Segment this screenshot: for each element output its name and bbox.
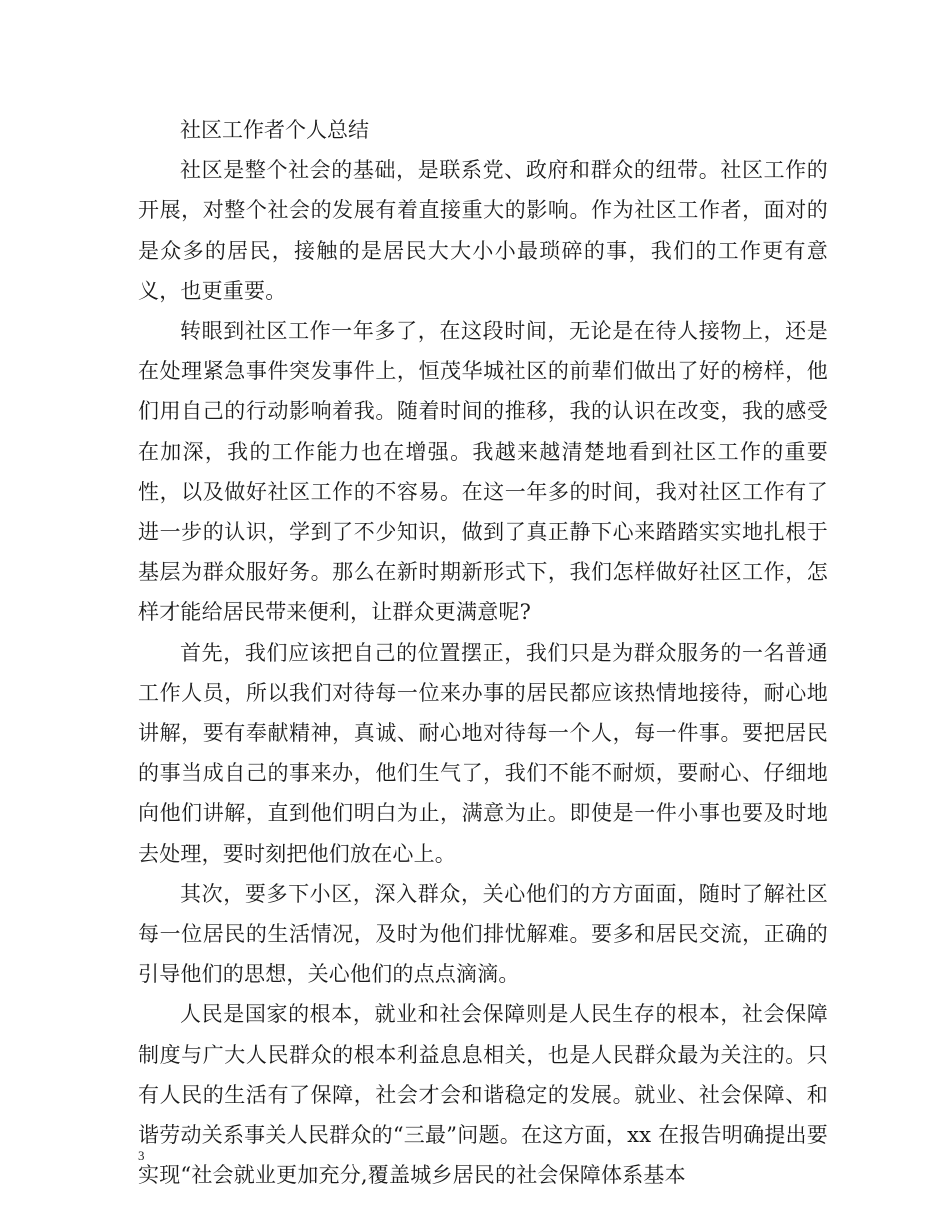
paragraph-5: 人民是国家的根本，就业和社会保障则是人民生存的根本，社会保障制度与广大人民群众的根本利益息息相关，也是人民群众最为关注的。只有人民的生活有了保障，社会才会和谐稳定的发展。就业、社会保障、和谐劳动关系事关人民群众的“三最”问题。在这方面，xx 在报告明确提出要实现“社会就业更加充分,覆盖城乡居民的社会保障体系基本: [138, 1002, 828, 1188]
paragraph-3: 首先，我们应该把自己的位置摆正，我们只是为群众服务的一名普通工作人员，所以我们对待每一位来办事的居民都应该热情地接待，耐心地讲解，要有奉献精神，真诚、耐心地对待每一个人，每一件事。要把居民的事当成自己的事来办，他们生气了，我们不能不耐烦，要耐心、仔细地向他们讲解，直到他们明白为止，满意为止。即使是一件小事也要及时地去处理，要时刻把他们放在心上。: [138, 640, 828, 866]
paragraph-1: 社区是整个社会的基础，是联系党、政府和群众的纽带。社区工作的开展，对整个社会的发展有着直接重大的影响。作为社区工作者，面对的是众多的居民，接触的是居民大大小小最琐碎的事，我们的工作更有意义，也更重要。: [138, 158, 828, 303]
document-body: [138, 110, 828, 1195]
document-title: 社区工作者个人总结: [180, 118, 369, 142]
page-number: 3: [138, 1148, 145, 1163]
paragraph-2: 转眼到社区工作一年多了，在这段时间，无论是在待人接物上，还是在处理紧急事件突发事件上，恒茂华城社区的前辈们做出了好的榜样，他们用自己的行动影响着我。随着时间的推移，我的认识在改变，我的感受在加深，我的工作能力也在增强。我越来越清楚地看到社区工作的重要性，以及做好社区工作的不容易。在这一年多的时间，我对社区工作有了进一步的认识，学到了不少知识，做到了真正静下心来踏踏实实地扎根于基层为群众服好务。那么在新时期新形式下，我们怎样做好社区工作，怎样才能给居民带来便利，让群众更满意呢?: [138, 319, 828, 625]
paragraph-4: 其次，要多下小区，深入群众，关心他们的方方面面，随时了解社区每一位居民的生活情况，及时为他们排忧解难。要多和居民交流，正确的引导他们的思想，关心他们的点点滴滴。: [138, 881, 828, 987]
